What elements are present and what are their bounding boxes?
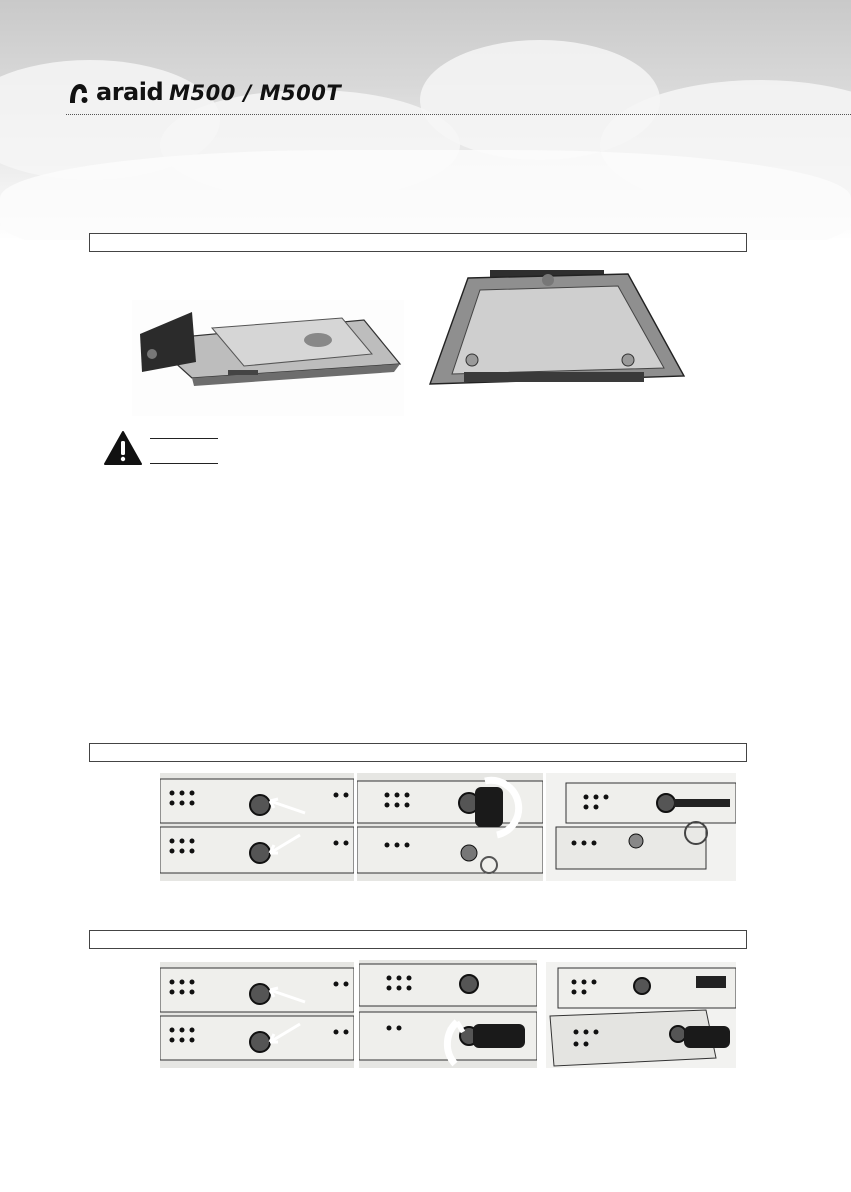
cloud-header-background [0,0,851,240]
araid-logo-mark-icon [66,81,90,105]
section-bar-ssd-install [89,233,747,252]
key-turn-lock-photo [359,960,537,1068]
tray-removed-photo [546,962,736,1068]
section-bar-tray-lock [89,930,747,949]
warning-triangle-icon [103,430,143,466]
warning-underline-top [150,438,218,439]
warning-underline-bottom [150,463,218,464]
key-locks-photo [160,773,354,881]
section-bar-tray-unlock [89,743,747,762]
header-divider [66,114,851,115]
model-name: M500 / M500T [169,81,342,105]
tray-unlocked-photo [546,773,736,881]
ssd-tray-side-photo [132,300,404,416]
brand-name: araid [96,78,164,106]
header-logo [66,78,341,108]
ssd-tray-top-photo [428,268,690,392]
key-locks-photo [160,962,354,1068]
key-turn-photo [357,773,543,881]
